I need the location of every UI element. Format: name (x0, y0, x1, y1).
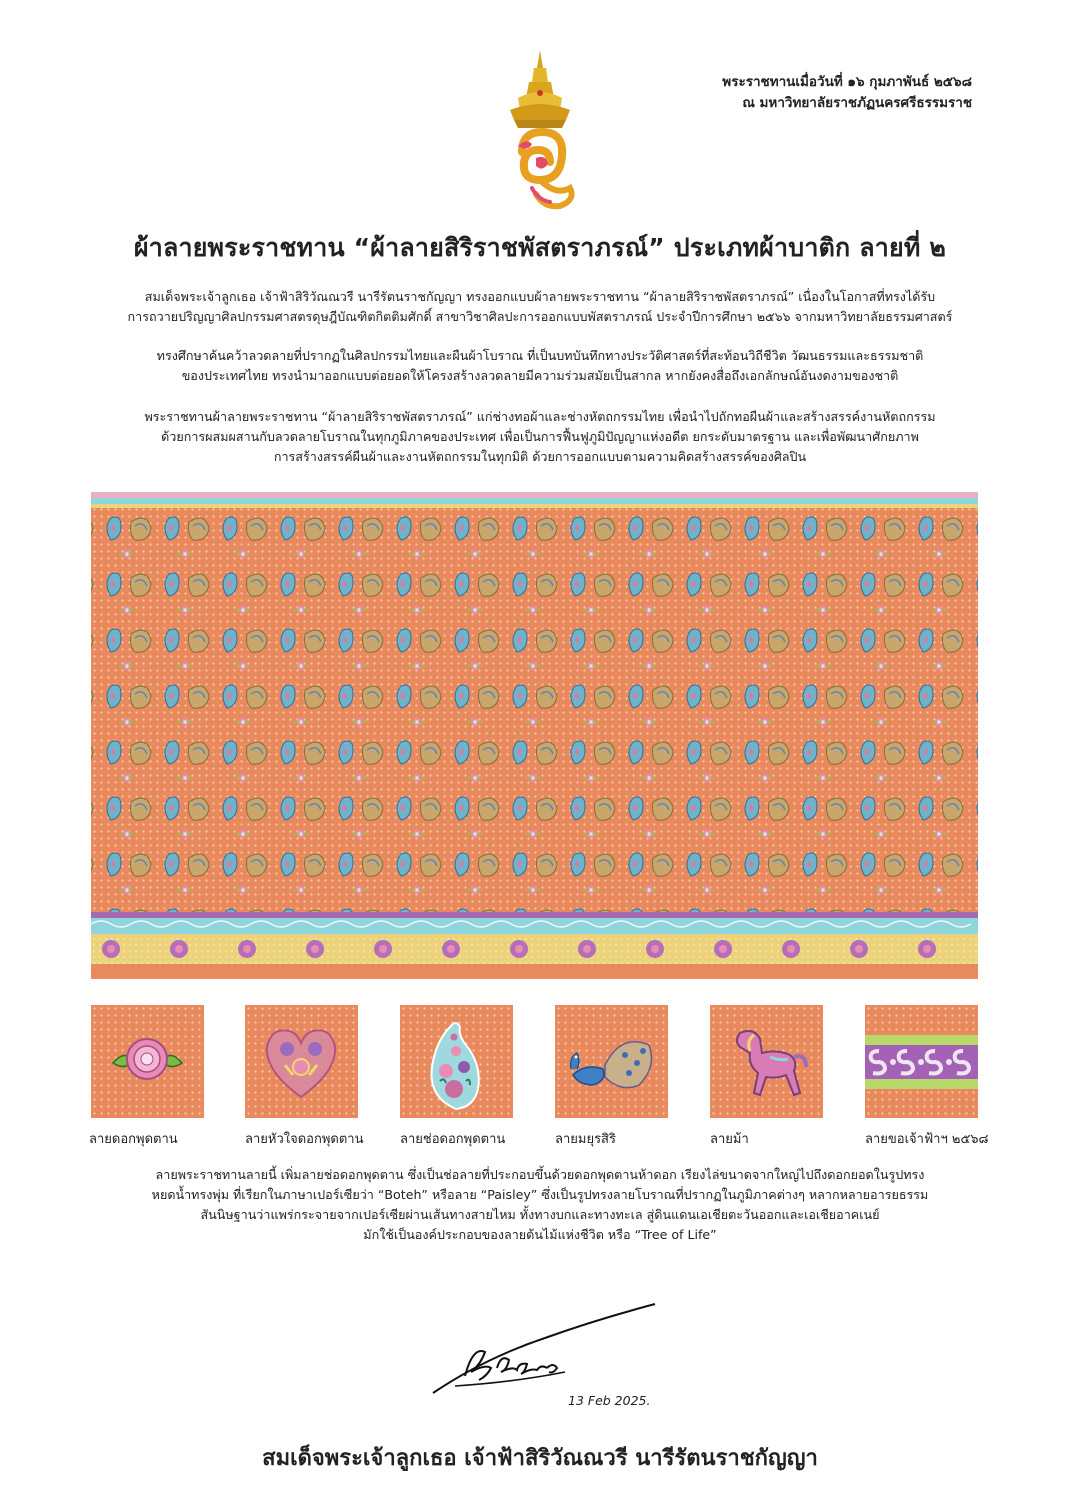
text-line: ทรงศึกษาค้นคว้าลวดลายที่ปรากฏในศิลปกรรมไทยและผืนผ้าโบราณ ที่เป็นบทบันทึกทางประวัติศาสตร์ที่สะท้อนวิถีชีวิต วัฒนธรรมและธรรมชาติ (156, 348, 924, 363)
text-line: หยดน้ำทรงพุ่ม ที่เรียกในภาษาเปอร์เซียว่า “Boteh” หรือลาย “Paisley” ซึ่งเป็นรูปทรงลายโบราณที่ปรากฏในภูมิภาคต่างๆ หลากหลายอารยธรรม (151, 1187, 929, 1202)
swatch-paisley-bouquet (400, 1005, 513, 1118)
hook-border-motif-icon (865, 1035, 978, 1089)
text-line: สันนิษฐานว่าแพร่กระจายจากเปอร์เซียผ่านเส้นทางสายไหม ทั้งทางบกและทางทะเล สู่ดินแดนเอเชียตะวันออกและเอเชียอาคเนย์ (200, 1207, 880, 1222)
presented-place: ณ มหาวิทยาลัยราชภัฏนครศรีธรรมราช (742, 95, 972, 111)
text-line: ของประเทศไทย ทรงนำมาออกแบบต่อยอดให้โครงสร้างลวดลายมีความร่วมสมัยเป็นสากล หากยังคงสื่อถึงเอกลักษณ์อันงดงามของชาติ (181, 368, 899, 383)
document-title: ผ้าลายพระราชทาน “ผ้าลายสิริราชพัสตราภรณ์” ประเภทผ้าบาติก ลายที่ ๒ (133, 233, 947, 262)
text-line: การสร้างสรรค์ผืนผ้าและงานหัตถกรรมในทุกมิติ ด้วยการออกแบบตามความคิดสร้างสรรค์ของศิลปิน (273, 449, 807, 464)
swatch-label: ลายดอกพุดตาน (89, 1132, 178, 1147)
intro-paragraph (70, 287, 1010, 327)
research-paragraph (70, 346, 1010, 386)
swatch-label: ลายม้า (710, 1132, 749, 1147)
royal-emblem-icon (496, 48, 584, 213)
purpose-paragraph (70, 407, 1010, 467)
swatch-label: ลายหัวใจดอกพุดตาน (245, 1132, 364, 1147)
presented-date: พระราชทานเมื่อวันที่ ๑๖ กุมภาพันธ์ ๒๕๖๘ (722, 74, 972, 90)
text-line: พระราชทานผ้าลายพระราชทาน “ผ้าลายสิริราชพัสตราภรณ์” แก่ช่างทอผ้าและช่างหัตถกรรมไทย เพื่อนำไปถักทอผืนผ้าและสร้างสรรค์งานหัตถกรรม (144, 409, 936, 424)
presentation-info (722, 72, 972, 114)
swatch-label: ลายช่อดอกพุดตาน (400, 1132, 506, 1147)
text-line: ลายพระราชทานลายนี้ เพิ่มลายช่อดอกพุดตาน ซึ่งเป็นช่อลายที่ประกอบขึ้นด้วยดอกพุดตานห้าดอก เรียงไล่ขนาดจากใหญ่ไปถึงดอกยอดในรูปทรง (155, 1167, 925, 1182)
signatory-name: สมเด็จพระเจ้าลูกเธอ เจ้าฟ้าสิริวัณณวรี นารีรัตนราชกัญญา (262, 1446, 818, 1471)
swatch-lotus-flower (91, 1005, 204, 1118)
text-line: สมเด็จพระเจ้าลูกเธอ เจ้าฟ้าสิริวัณณวรี นารีรัตนราชกัญญา ทรงออกแบบผ้าลายพระราชทาน “ผ้าลายสิริราชพัสตราภรณ์” เนื่องในโอกาสที่ทรงได้รับ (144, 289, 936, 304)
swatch-heart-flower (245, 1005, 358, 1118)
swatch-label: ลายมยุรสิริ (555, 1132, 616, 1147)
swatch-label: ลายขอเจ้าฟ้าฯ ๒๕๖๘ (865, 1132, 989, 1147)
swatch-hook-border (865, 1005, 978, 1118)
swatch-horse (710, 1005, 823, 1118)
fabric-pattern-image (91, 492, 978, 979)
paisley-description-paragraph (70, 1165, 1010, 1245)
signature-date: 13 Feb 2025. (568, 1393, 651, 1408)
swatch-peacock (555, 1005, 668, 1118)
text-line: มักใช้เป็นองค์ประกอบของลายต้นไม้แห่งชีวิต หรือ “Tree of Life” (363, 1227, 717, 1242)
text-line: การถวายปริญญาศิลปกรรมศาสตรดุษฎีบัณฑิตกิตติมศักดิ์ สาขาวิชาศิลปะการออกแบบพัสตราภรณ์ ประจำปีการศึกษา ๒๕๖๖ จากมหาวิทยาลัยธรรมศาสตร์ (127, 309, 953, 324)
text-line: ด้วยการผสมผสานกับลวดลายโบราณในทุกภูมิภาคของประเทศ เพื่อเป็นการฟื้นฟูภูมิปัญญาแห่งอดีต ยกระดับมาตรฐาน และเพื่อพัฒนาศักยภาพ (161, 429, 919, 444)
